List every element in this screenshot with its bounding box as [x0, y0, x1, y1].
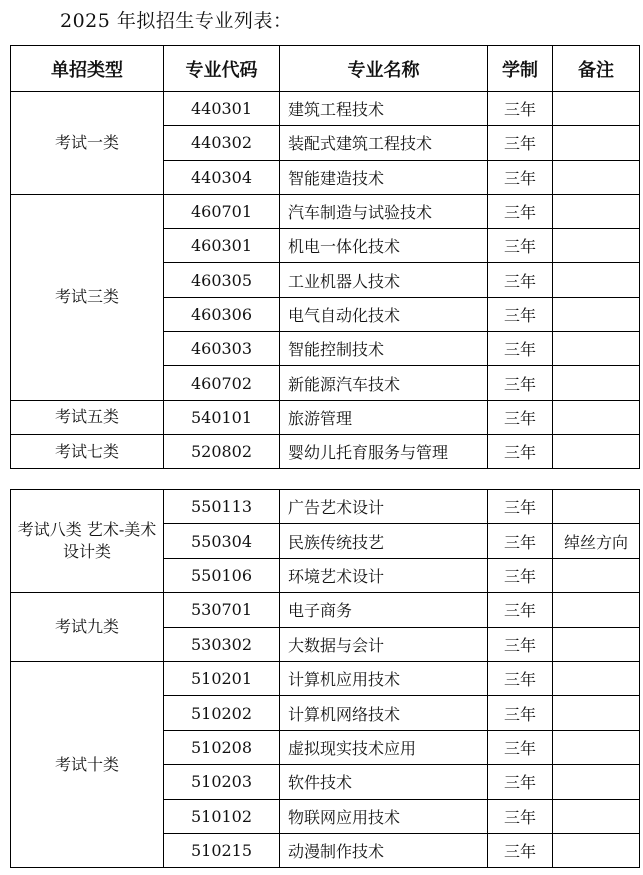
major-name-cell: 环境艺术设计 — [280, 558, 488, 592]
note-cell — [553, 661, 640, 695]
duration-cell: 三年 — [488, 263, 553, 297]
exam-type-cell: 考试三类 — [11, 194, 164, 400]
major-code-cell: 530302 — [164, 627, 280, 661]
table-row — [11, 434, 640, 468]
duration-cell: 三年 — [488, 799, 553, 833]
duration-cell: 三年 — [488, 400, 553, 434]
table-row — [11, 490, 640, 524]
note-cell — [553, 297, 640, 331]
major-code-cell: 440301 — [164, 92, 280, 126]
major-name-cell: 旅游管理 — [280, 400, 488, 434]
note-cell — [553, 92, 640, 126]
note-cell — [553, 627, 640, 661]
exam-type-cell: 考试八类 艺术-美术设计类 — [11, 490, 164, 593]
majors-table-part1 — [10, 45, 640, 469]
major-code-cell: 460305 — [164, 263, 280, 297]
major-name-cell: 软件技术 — [280, 765, 488, 799]
major-code-cell: 510215 — [164, 833, 280, 867]
major-code-cell: 510201 — [164, 661, 280, 695]
major-name-cell: 汽车制造与试验技术 — [280, 194, 488, 228]
duration-cell: 三年 — [488, 833, 553, 867]
major-code-cell: 520802 — [164, 434, 280, 468]
duration-cell: 三年 — [488, 229, 553, 263]
duration-cell: 三年 — [488, 160, 553, 194]
table-row — [11, 400, 640, 434]
major-code-cell: 510208 — [164, 730, 280, 764]
major-code-cell: 460702 — [164, 366, 280, 400]
major-name-cell: 物联网应用技术 — [280, 799, 488, 833]
note-cell — [553, 833, 640, 867]
duration-cell: 三年 — [488, 730, 553, 764]
major-name-cell: 婴幼儿托育服务与管理 — [280, 434, 488, 468]
duration-cell: 三年 — [488, 696, 553, 730]
major-name-cell: 民族传统技艺 — [280, 524, 488, 558]
major-name-cell: 虚拟现实技术应用 — [280, 730, 488, 764]
exam-type-cell: 考试九类 — [11, 593, 164, 662]
major-code-cell: 530701 — [164, 593, 280, 627]
major-code-cell: 440302 — [164, 126, 280, 160]
duration-cell: 三年 — [488, 126, 553, 160]
note-cell — [553, 593, 640, 627]
exam-type-cell: 考试五类 — [11, 400, 164, 434]
major-name-cell: 电子商务 — [280, 593, 488, 627]
duration-cell: 三年 — [488, 558, 553, 592]
major-code-cell: 440304 — [164, 160, 280, 194]
duration-cell: 三年 — [488, 366, 553, 400]
note-cell — [553, 490, 640, 524]
major-name-cell: 装配式建筑工程技术 — [280, 126, 488, 160]
majors-table-part2 — [10, 489, 640, 868]
major-code-cell: 510203 — [164, 765, 280, 799]
header-exam-type: 单招类型 — [11, 46, 164, 92]
note-cell — [553, 765, 640, 799]
major-code-cell: 460306 — [164, 297, 280, 331]
table-row — [11, 593, 640, 627]
duration-cell: 三年 — [488, 765, 553, 799]
header-duration: 学制 — [488, 46, 553, 92]
note-cell — [553, 696, 640, 730]
table-header-row — [11, 46, 640, 92]
duration-cell: 三年 — [488, 332, 553, 366]
exam-type-cell: 考试十类 — [11, 661, 164, 867]
major-name-cell: 机电一体化技术 — [280, 229, 488, 263]
header-major-code: 专业代码 — [164, 46, 280, 92]
page-title: 2025 年拟招生专业列表： — [60, 10, 293, 32]
duration-cell: 三年 — [488, 524, 553, 558]
major-code-cell: 550113 — [164, 490, 280, 524]
major-code-cell: 460701 — [164, 194, 280, 228]
note-cell — [553, 332, 640, 366]
note-cell — [553, 434, 640, 468]
duration-cell: 三年 — [488, 490, 553, 524]
major-name-cell: 计算机网络技术 — [280, 696, 488, 730]
major-code-cell: 460301 — [164, 229, 280, 263]
major-code-cell: 550106 — [164, 558, 280, 592]
major-name-cell: 广告艺术设计 — [280, 490, 488, 524]
major-code-cell: 510202 — [164, 696, 280, 730]
table-row — [11, 92, 640, 126]
major-code-cell: 540101 — [164, 400, 280, 434]
note-cell — [553, 194, 640, 228]
exam-type-cell: 考试七类 — [11, 434, 164, 468]
major-name-cell: 动漫制作技术 — [280, 833, 488, 867]
table-row — [11, 661, 640, 695]
note-cell — [553, 126, 640, 160]
note-cell — [553, 730, 640, 764]
header-note: 备注 — [553, 46, 640, 92]
major-name-cell: 智能建造技术 — [280, 160, 488, 194]
note-cell — [553, 263, 640, 297]
major-name-cell: 计算机应用技术 — [280, 661, 488, 695]
major-code-cell: 550304 — [164, 524, 280, 558]
duration-cell: 三年 — [488, 661, 553, 695]
duration-cell: 三年 — [488, 434, 553, 468]
exam-type-cell: 考试一类 — [11, 92, 164, 195]
duration-cell: 三年 — [488, 297, 553, 331]
duration-cell: 三年 — [488, 627, 553, 661]
duration-cell: 三年 — [488, 92, 553, 126]
major-name-cell: 新能源汽车技术 — [280, 366, 488, 400]
duration-cell: 三年 — [488, 194, 553, 228]
major-name-cell: 智能控制技术 — [280, 332, 488, 366]
note-cell — [553, 366, 640, 400]
major-name-cell: 大数据与会计 — [280, 627, 488, 661]
note-cell — [553, 799, 640, 833]
major-name-cell: 电气自动化技术 — [280, 297, 488, 331]
note-cell — [553, 160, 640, 194]
note-cell — [553, 558, 640, 592]
major-code-cell: 460303 — [164, 332, 280, 366]
note-cell — [553, 400, 640, 434]
note-cell: 绰丝方向 — [553, 524, 640, 558]
major-name-cell: 建筑工程技术 — [280, 92, 488, 126]
note-cell — [553, 229, 640, 263]
table-row — [11, 194, 640, 228]
major-code-cell: 510102 — [164, 799, 280, 833]
duration-cell: 三年 — [488, 593, 553, 627]
header-major-name: 专业名称 — [280, 46, 488, 92]
major-name-cell: 工业机器人技术 — [280, 263, 488, 297]
